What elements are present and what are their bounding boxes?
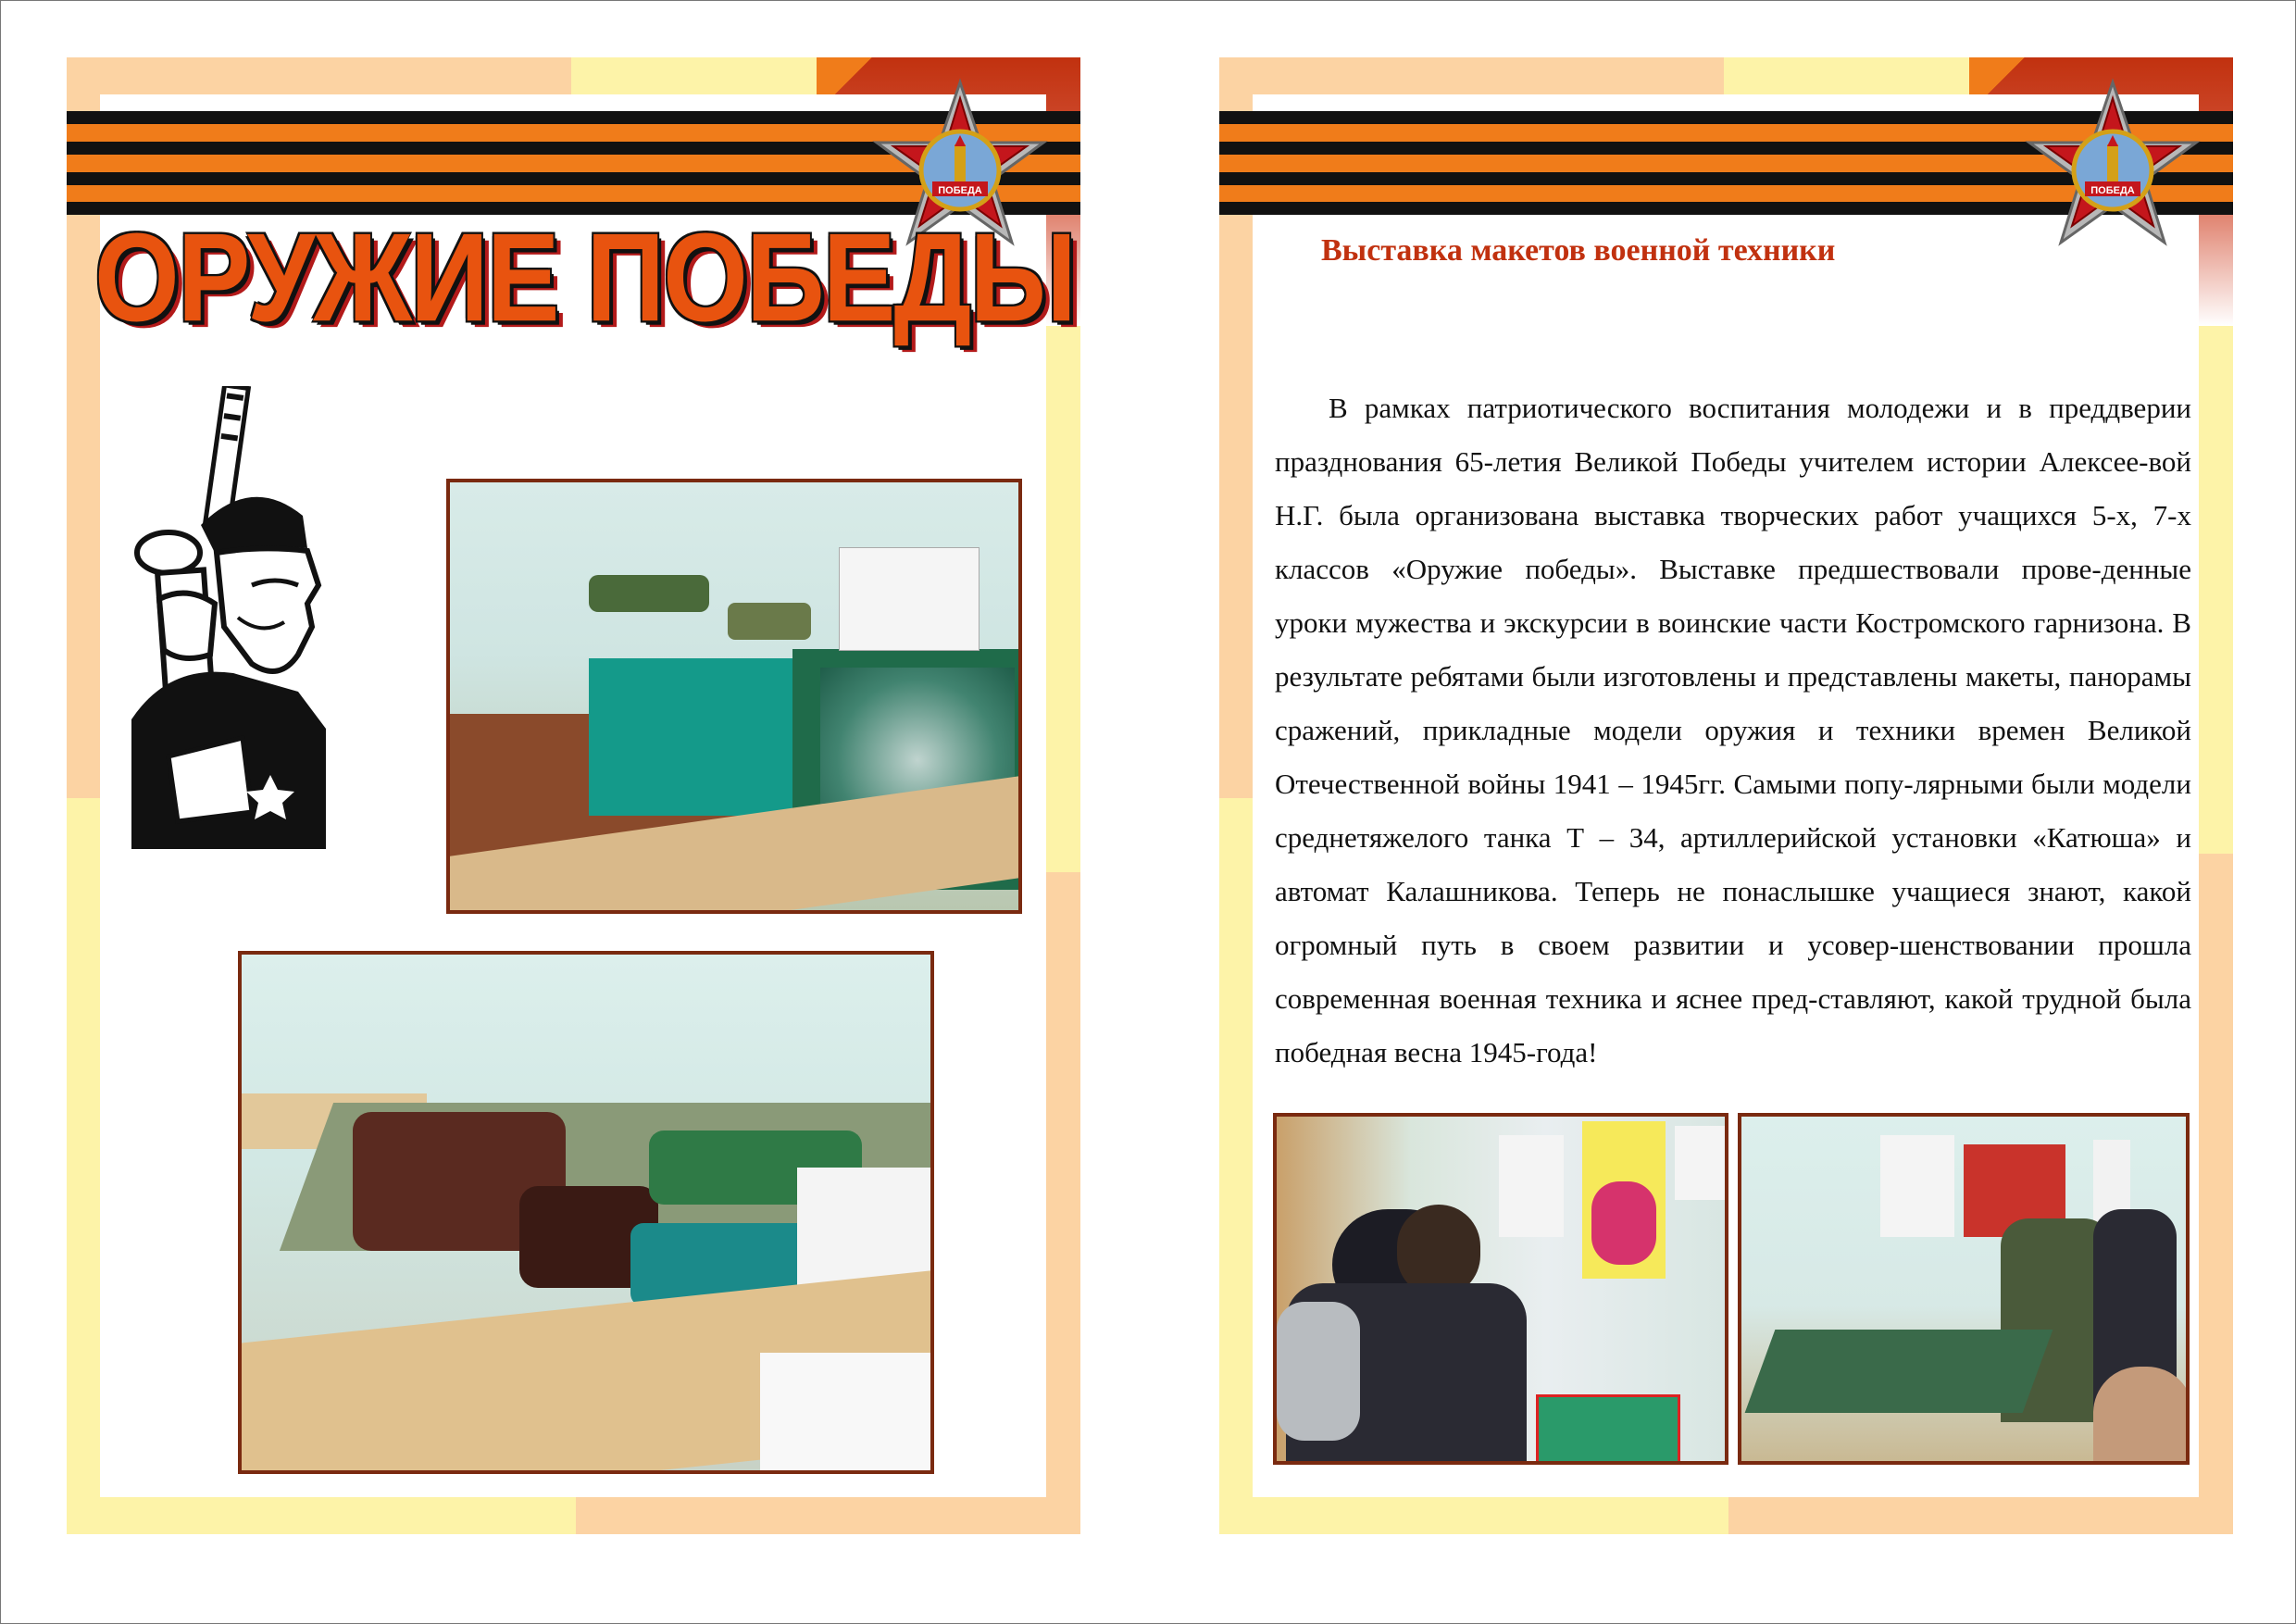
border-block [576, 1497, 1080, 1534]
border-block [1046, 872, 1080, 1534]
soldier-illustration [113, 386, 326, 849]
border-block [2199, 854, 2233, 1534]
border-block [1724, 57, 2002, 94]
border-block [2199, 317, 2233, 854]
right-page [1219, 57, 2233, 1534]
border-block [571, 57, 849, 94]
article-text [1275, 381, 2191, 1080]
border-block [1219, 1497, 1728, 1534]
article-paragraph: В рамках патриотического воспитания молодежи и в преддверии празднования 65-летия Великой Победы учителем истории Алексее-вой Н.Г. была организована выставка творческих работ учащихся 5-х, 7-х классов «Оружие победы». Выставке предшествовали прове-денные уроки мужества и экскурсии в воинские части Костромского гарнизона. В результате ребятами были изготовлены и представлены макеты, панорамы сражений, прикладные модели оружия и техники времен Великой Отечественной войны 1941 – 1945гг. Самыми попу-лярными были модели среднетяжелого танка Т – 34, артиллерийской установки «Катюша» и автомат Калашникова. Теперь не понаслышке учащиеся знают, какой огромный путь в своем развитии и усовер-шенствовании прошла современная военная техника и яснее пред-ставляют, какой трудной была победная весна 1945-года! [1275, 392, 2191, 1068]
border-block [1219, 798, 1253, 1534]
left-page [67, 57, 1080, 1534]
medal-label: ПОБЕДА [2090, 185, 2135, 196]
border-block [1046, 317, 1080, 872]
border-block [67, 57, 571, 94]
students-photo-1 [1273, 1113, 1728, 1465]
border-block [67, 798, 100, 1534]
border-block [67, 1497, 576, 1534]
border-block [1728, 1497, 2233, 1534]
section-subtitle: Выставка макетов военной техники [1321, 233, 1836, 268]
border-block [1219, 57, 1724, 94]
page-title: ОРУЖИЕ ПОБЕДЫ [94, 207, 1075, 349]
exhibition-photo-1 [446, 479, 1022, 914]
exhibition-photo-2 [238, 951, 934, 1474]
medal-label: ПОБЕДА [938, 185, 982, 196]
victory-order-medal-icon [2011, 78, 2215, 272]
students-photo-2 [1738, 1113, 2190, 1465]
